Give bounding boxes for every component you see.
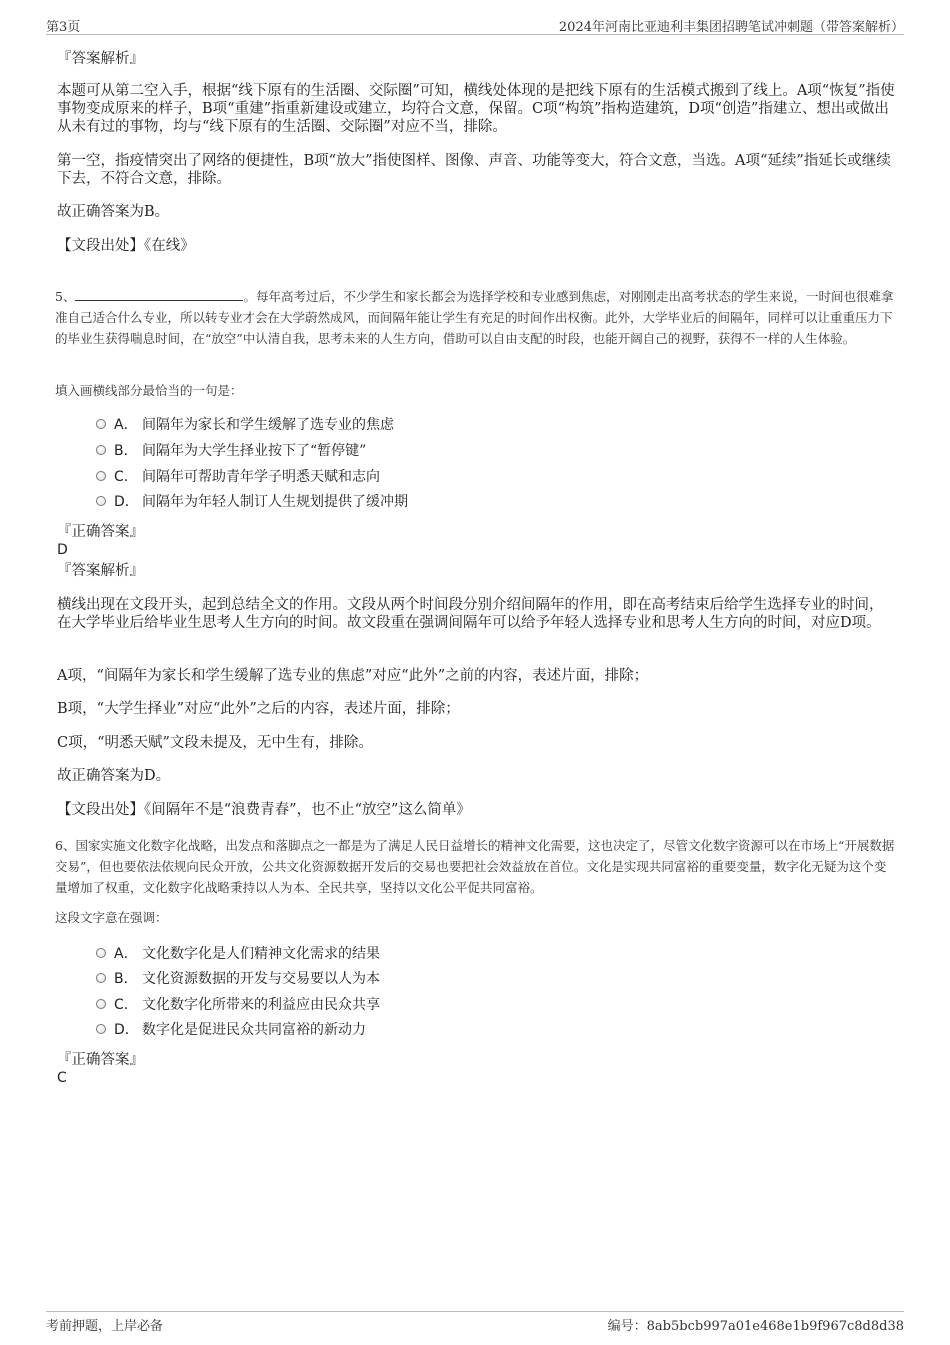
q6-option-d[interactable]: D． 数字化是促进民众共同富裕的新动力 bbox=[96, 1020, 366, 1040]
radio-icon[interactable] bbox=[96, 419, 106, 429]
q5-analysis-p5: 故正确答案为D。 bbox=[57, 768, 171, 784]
q4-analysis-p3: 故正确答案为B。 bbox=[57, 204, 170, 220]
q6-option-b[interactable]: B． 文化资源数据的开发与交易要以人为本 bbox=[96, 969, 380, 989]
page-header bbox=[46, 14, 904, 35]
q5-source: 【文段出处】《间隔年不是“浪费青春”，也不止“放空”这么简单》 bbox=[57, 802, 471, 818]
q6-correct-label: 『正确答案』 bbox=[57, 1052, 144, 1068]
q5-option-d[interactable]: D． 间隔年为年轻人制订人生规划提供了缓冲期 bbox=[96, 492, 408, 512]
q4-source: 【文段出处】《在线》 bbox=[57, 238, 195, 254]
q6-prompt: 这段文字意在强调： bbox=[55, 910, 168, 925]
q5-option-a[interactable]: A． 间隔年为家长和学生缓解了选专业的焦虑 bbox=[96, 415, 394, 435]
q4-analysis-label: 『答案解析』 bbox=[57, 51, 144, 67]
radio-icon[interactable] bbox=[96, 999, 106, 1009]
radio-icon[interactable] bbox=[96, 445, 106, 455]
q5-option-c[interactable]: C． 间隔年可帮助青年学子明悉天赋和志向 bbox=[96, 467, 380, 487]
q4-analysis-p2: 第一空，指疫情突出了网络的便捷性，B项“放大”指使图样、图像、声音、功能等变大，符合文意，当选。A项“延续”指延长或继续下去，不符合文意，排除。 bbox=[57, 153, 891, 187]
q4-analysis-p1: 本题可从第二空入手，根据“线下原有的生活圈、交际圈”可知，横线处体现的是把线下原有的生活模式搬到了线上。A项“恢复”指使事物变成原来的样子，B项“重建”指重新建设或建立，均符合文意，保留。C项“构筑”指构造建筑，D项“创造”指建立、想出或做出从未有过的事物，均与“线下原有的生活圈、交际圈”对应不当，排除。 bbox=[57, 83, 895, 135]
q5-blank bbox=[75, 288, 243, 301]
page-number: 第3页 bbox=[46, 20, 81, 35]
radio-icon[interactable] bbox=[96, 496, 106, 506]
q5-text: 。每年高考过后，不少学生和家长都会为选择学校和专业感到焦虑，对刚刚走出高考状态的学生来说，一时间也很难拿准自己适合什么专业，所以转专业才会在大学蔚然成风，而间隔年能让学生有充足的时间作出权衡。此外，大学毕业后的间隔年，同样可以让重重压力下的毕业生获得喘息时间，在“放空”中认清自我，思考未来的人生方向，借助可以自由支配的时段，也能开阔自己的视野，获得不一样的人生体验。 bbox=[55, 289, 894, 346]
radio-icon[interactable] bbox=[96, 471, 106, 481]
footer-slogan: 考前押题，上岸必备 bbox=[46, 1319, 164, 1334]
q5-analysis-p3: B项，“大学生择业”对应“此外”之后的内容，表述片面，排除； bbox=[57, 701, 460, 717]
q5-analysis-p1: 横线出现在文段开头，起到总结全文的作用。文段从两个时间段分别介绍间隔年的作用，即在高考结束后给学生选择专业的时间，在大学毕业后给毕业生思考人生方向的时间。故文段重在强调间隔年可以给予年轻人选择专业和思考人生方向的时间，对应D项。 bbox=[57, 597, 884, 631]
footer-id: 编号：8ab5bcb997a01e468e1b9f967c8d8d38 bbox=[607, 1319, 904, 1334]
q5-option-b[interactable]: B． 间隔年为大学生择业按下了“暂停键” bbox=[96, 441, 366, 461]
radio-icon[interactable] bbox=[96, 973, 106, 983]
q5-analysis-p2: A项，“间隔年为家长和学生缓解了选专业的焦虑”对应“此外”之前的内容，表述片面，排除； bbox=[57, 668, 649, 684]
radio-icon[interactable] bbox=[96, 1024, 106, 1034]
q5-prompt: 填入画横线部分最恰当的一句是： bbox=[55, 383, 243, 398]
q6-question: 6、国家实施文化数字化战略，出发点和落脚点之一都是为了满足人民日益增长的精神文化需要，这也决定了，尽管文化数字资源可以在市场上“开展数据交易”，但也要依法依规向民众开放，公共文化资源数据开发后的交易也要把社会效益放在首位。文化是实现共同富裕的重要变量，数字化无疑为这个变量增加了权重，文化数字化战略秉持以人为本、全民共享，坚持以文化公平促共同富裕。 bbox=[55, 838, 895, 895]
q6-correct-answer: C bbox=[57, 1070, 67, 1086]
q5-question bbox=[55, 286, 897, 349]
document-title: 2024年河南比亚迪利丰集团招聘笔试冲刺题（带答案解析） bbox=[558, 20, 904, 35]
q5-analysis-p4: C项，“明悉天赋”文段未提及，无中生有，排除。 bbox=[57, 735, 373, 751]
q5-analysis-label: 『答案解析』 bbox=[57, 563, 144, 579]
radio-icon[interactable] bbox=[96, 948, 106, 958]
page-footer bbox=[46, 1311, 904, 1334]
q6-option-c[interactable]: C． 文化数字化所带来的利益应由民众共享 bbox=[96, 995, 380, 1015]
q5-number: 5、 bbox=[55, 289, 76, 304]
q5-correct-answer: D bbox=[57, 542, 68, 558]
q6-option-a[interactable]: A． 文化数字化是人们精神文化需求的结果 bbox=[96, 944, 380, 964]
q5-correct-label: 『正确答案』 bbox=[57, 524, 144, 540]
